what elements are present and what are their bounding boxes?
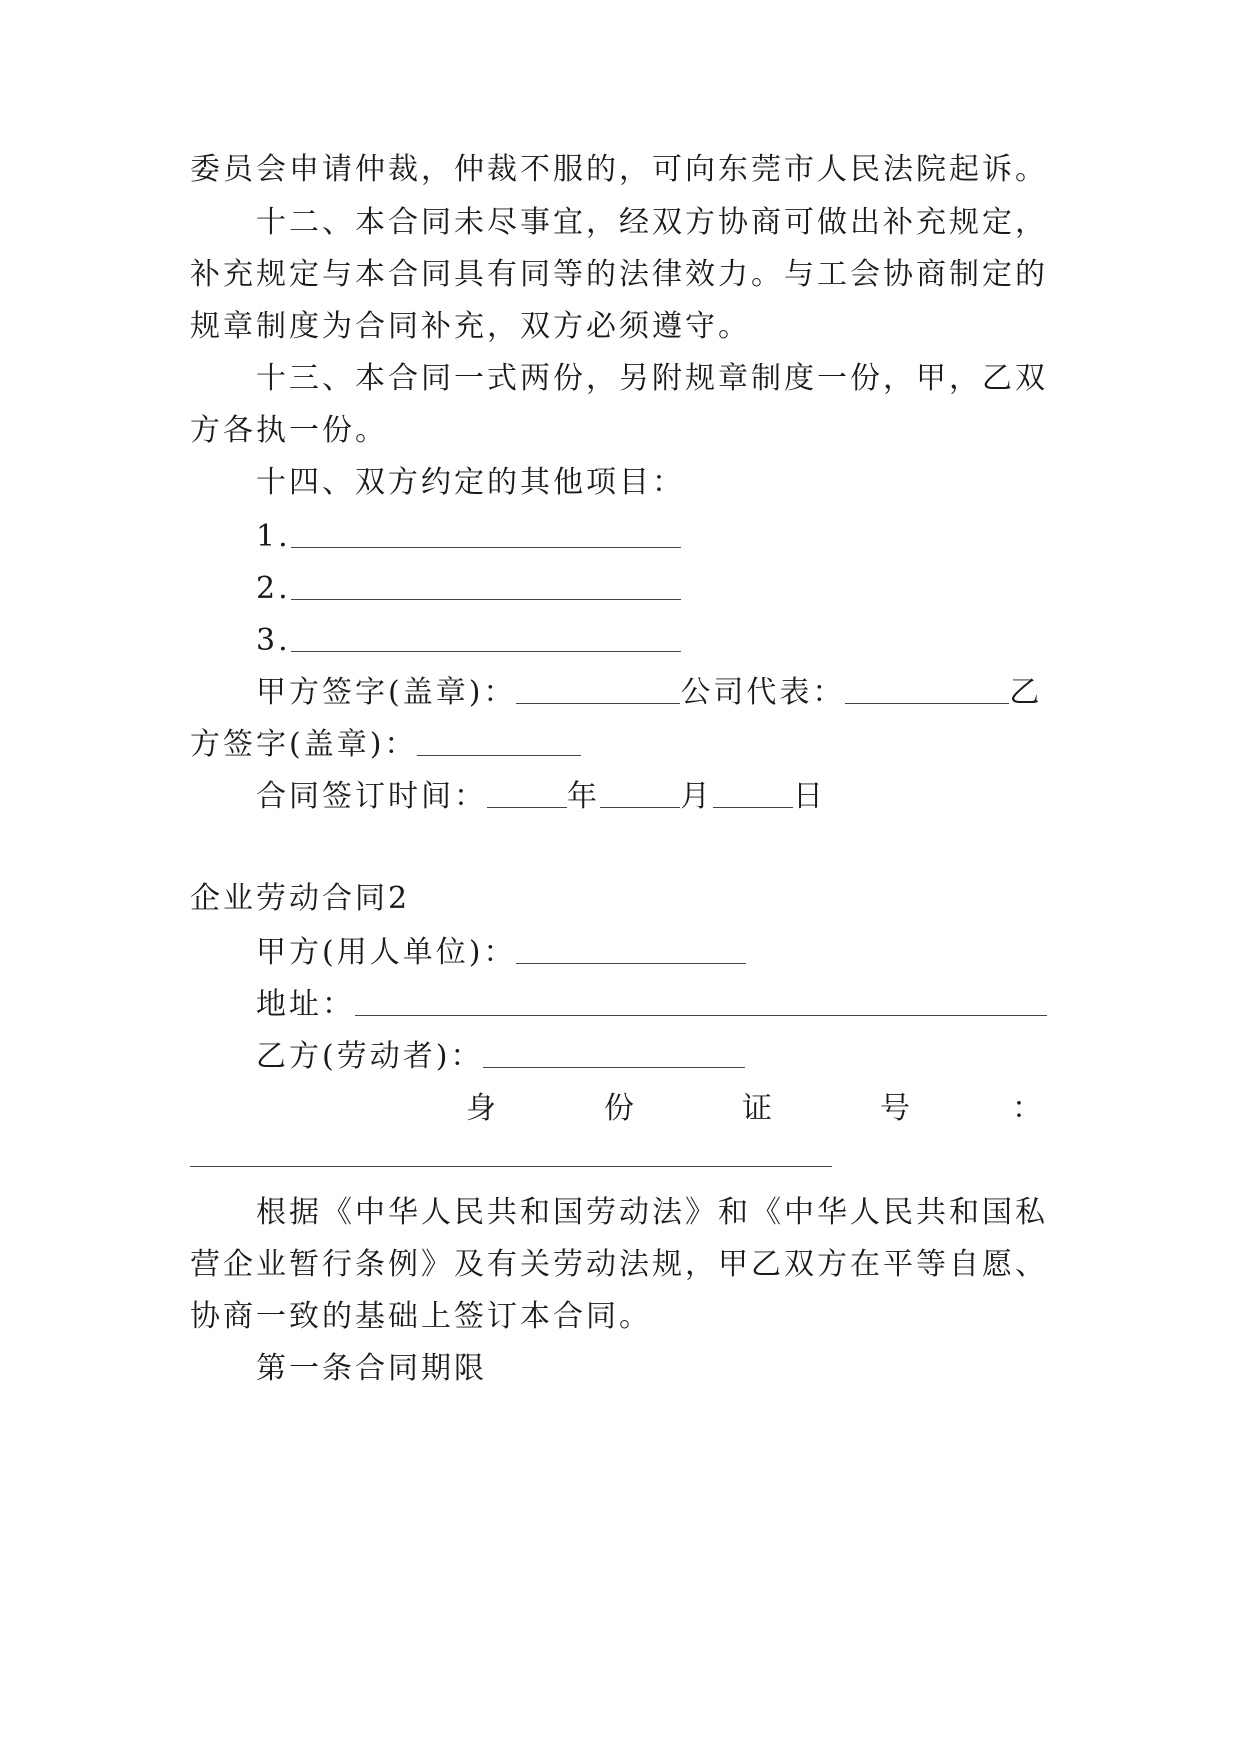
other-item-2-blank — [291, 571, 681, 600]
address-label: 地址： — [256, 987, 355, 1022]
other-item-2-number: 2. — [256, 571, 291, 606]
party-a-blank — [516, 935, 746, 964]
clause-13-line-2: 方各执一份。 — [190, 413, 388, 448]
clause-12-line-3: 规章制度为合同补充，双方必须遵守。 — [190, 309, 751, 344]
other-item-2 — [256, 569, 681, 609]
year-label: 年 — [567, 779, 600, 814]
basis-line-1: 根据《中华人民共和国劳动法》和《中华人民共和国私 — [256, 1195, 1048, 1230]
company-rep-label: 公司代表： — [680, 675, 846, 710]
party-b-blank — [483, 1039, 745, 1068]
month-blank — [600, 779, 680, 808]
day-blank — [713, 779, 793, 808]
party-a-label: 甲方(用人单位)： — [256, 935, 517, 970]
party-a-signature-blank — [516, 675, 680, 704]
party-b-label: 乙方(劳动者)： — [256, 1039, 484, 1074]
id-char-3: 证 — [742, 1091, 772, 1126]
clause-12-line-1: 十二、本合同未尽事宜，经双方协商可做出补充规定， — [256, 205, 1048, 240]
party-b-label-start: 乙 — [1009, 675, 1043, 710]
party-b-signature-blank — [417, 727, 581, 756]
year-blank — [487, 779, 567, 808]
article-1-heading: 第一条合同期限 — [256, 1351, 487, 1386]
other-item-1 — [256, 517, 681, 557]
other-item-3-blank — [291, 623, 681, 652]
address-line — [256, 985, 1047, 1025]
signing-date-label: 合同签订时间： — [256, 779, 487, 814]
party-b-line — [256, 1037, 745, 1077]
id-char-2: 份 — [604, 1091, 634, 1126]
id-char-1: 身 — [466, 1091, 496, 1126]
basis-line-3: 协商一致的基础上签订本合同。 — [190, 1299, 652, 1334]
basis-line-2: 营企业暂行条例》及有关劳动法规，甲乙双方在平等自愿、 — [190, 1247, 1048, 1282]
clause-11-continuation: 委员会申请仲裁，仲裁不服的，可向东莞市人民法院起诉。 — [190, 152, 1048, 187]
company-rep-blank — [845, 675, 1009, 704]
id-number-blank — [190, 1166, 832, 1167]
id-char-4: 号 — [880, 1091, 910, 1126]
other-item-3 — [256, 621, 681, 661]
signature-line-party-a — [256, 673, 1042, 713]
contract-2-title: 企业劳动合同2 — [190, 881, 411, 916]
other-item-1-blank — [291, 519, 681, 548]
address-blank — [355, 987, 1047, 1016]
id-char-5: ： — [1012, 1091, 1042, 1126]
clause-13-line-1: 十三、本合同一式两份，另附规章制度一份，甲，乙双 — [256, 361, 1048, 396]
day-label: 日 — [793, 779, 826, 814]
signature-line-party-b — [190, 725, 581, 765]
clause-14-heading: 十四、双方约定的其他项目： — [256, 465, 685, 500]
party-a-line — [256, 933, 746, 973]
other-item-3-number: 3. — [256, 623, 291, 658]
clause-12-line-2: 补充规定与本合同具有同等的法律效力。与工会协商制定的 — [190, 257, 1048, 292]
month-label: 月 — [680, 779, 713, 814]
party-b-signature-label: 方签字(盖章)： — [190, 727, 418, 762]
signing-date-line — [256, 777, 826, 817]
party-a-signature-label: 甲方签字(盖章)： — [256, 675, 517, 710]
other-item-1-number: 1. — [256, 519, 291, 554]
